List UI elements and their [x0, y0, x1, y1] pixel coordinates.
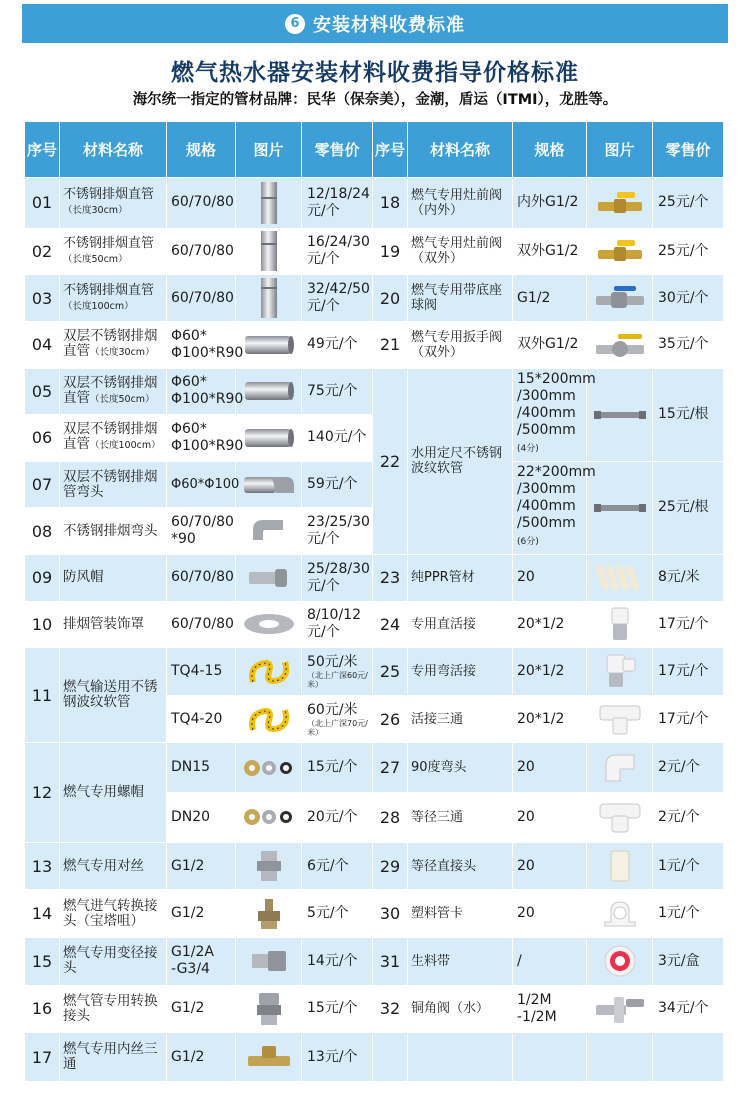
item-spec: G1/2 [167, 1033, 236, 1082]
item-name [408, 228, 513, 275]
item-price [302, 695, 373, 743]
item-spec-line: /400mm [517, 405, 576, 422]
lever-valve-icon [587, 321, 653, 368]
item-name [60, 275, 167, 322]
item-name: 90度弯头 [408, 743, 513, 793]
item-name-main-2: 直管 [63, 343, 90, 360]
item-spec-line: Φ60* [171, 420, 207, 437]
item-name: 专用弯活接 [408, 648, 513, 696]
item-no: 13 [25, 842, 60, 890]
straight-pipe-icon [236, 228, 302, 275]
table-row [25, 648, 724, 696]
item-spec-line: Φ100*R90 [171, 391, 244, 408]
item-price: 25元/个 [653, 228, 724, 275]
empty-cell [408, 1033, 513, 1082]
item-name: 燃气专用内丝三通 [60, 1033, 167, 1082]
item-price: 49元/个 [302, 321, 373, 368]
item-price-note: （北上广深70元/米） [307, 718, 368, 737]
tee-fitting-icon [587, 793, 653, 843]
item-name [60, 368, 167, 415]
item-price: 15元/个 [302, 985, 373, 1033]
elbow-fitting-icon [587, 743, 653, 793]
item-name-sub: （长度100cm） [63, 300, 134, 312]
tee-brass-icon [236, 1033, 302, 1082]
table-row [25, 178, 724, 229]
nipple-fitting-icon [236, 842, 302, 890]
table-row [25, 842, 724, 890]
item-name-sub: （长度30cm） [90, 347, 155, 359]
item-spec-line: -1/2M [517, 1008, 557, 1025]
item-name: 燃气专用带底座球阀 [408, 275, 513, 322]
item-name: 燃气专用变径接头 [60, 937, 167, 985]
item-price: 25元/根 [653, 461, 724, 554]
item-spec-line: /500mm [517, 515, 576, 532]
item-spec [513, 461, 596, 554]
item-price: 15元/根 [653, 368, 724, 461]
item-name [60, 228, 167, 275]
item-price: 25元/个 [653, 178, 724, 229]
item-price: 3元/盒 [653, 937, 724, 985]
item-name-main: 燃气专用扳手阀 [411, 329, 503, 345]
item-no: 15 [25, 937, 60, 985]
item-no: 16 [25, 985, 60, 1033]
col-pic: 图片 [587, 122, 653, 178]
item-spec: 20 [513, 890, 587, 938]
item-price: 13元/个 [302, 1033, 373, 1082]
item-name: 水用定尺不锈钢波纹软管 [408, 368, 513, 554]
item-spec: 20 [513, 842, 587, 890]
item-spec-line: Φ100*R90 [171, 344, 244, 361]
item-name: 不锈钢排烟弯头 [60, 508, 167, 555]
item-spec: 双外G1/2 [513, 321, 587, 368]
union-tee-icon [587, 695, 653, 743]
item-spec-line: -G3/4 [171, 961, 210, 978]
item-spec [513, 985, 587, 1033]
item-spec: 20*1/2 [513, 695, 587, 743]
item-price: 6元/个 [302, 842, 373, 890]
item-price: 30元/个 [653, 275, 724, 322]
item-no: 28 [373, 793, 408, 843]
item-name-sub: （长度100cm） [90, 440, 161, 452]
table-row [25, 890, 724, 938]
elbow-icon [236, 508, 302, 555]
col-name: 材料名称 [408, 122, 513, 178]
item-name-sub: （内外） [411, 202, 464, 218]
col-no: 序号 [25, 122, 60, 178]
item-spec: G1/2 [167, 985, 236, 1033]
item-spec: G1/2 [167, 842, 236, 890]
table-row [25, 228, 724, 275]
item-no: 04 [25, 321, 60, 368]
item-spec-line: /400mm [517, 498, 576, 515]
table-row [25, 321, 724, 368]
item-spec-line: (6分) [517, 537, 539, 548]
item-spec [167, 415, 244, 462]
item-price: 17元/个 [653, 695, 724, 743]
item-spec: G1/2 [167, 890, 236, 938]
gas-hose-icon [236, 648, 302, 696]
item-spec: DN20 [167, 793, 236, 843]
double-pipe-icon [236, 321, 302, 368]
item-price: 35元/个 [653, 321, 724, 368]
col-spec: 规格 [167, 122, 236, 178]
item-no: 21 [373, 321, 408, 368]
item-name-sub: （长度50cm） [63, 253, 128, 265]
item-spec: G1/2 [513, 275, 587, 322]
item-spec: 20*1/2 [513, 601, 587, 648]
item-price: 75元/个 [302, 368, 373, 415]
straight-pipe-icon [236, 178, 302, 229]
item-no: 19 [373, 228, 408, 275]
angle-valve-icon [587, 985, 653, 1033]
gas-hose-icon [236, 695, 302, 743]
brand-note: 海尔统一指定的管材品牌：民华（保奈美），金潮，盾运（ITMI），龙胜等。 [132, 92, 618, 108]
item-no: 17 [25, 1033, 60, 1082]
col-name: 材料名称 [60, 122, 167, 178]
nut-set-icon [236, 743, 302, 793]
flex-hose-icon [587, 368, 653, 461]
adapter-icon [236, 985, 302, 1033]
table-row [25, 368, 724, 415]
double-pipe-icon [236, 368, 302, 415]
item-price: 12/18/24元/个 [302, 178, 373, 229]
item-name: 燃气管专用转换接头 [60, 985, 167, 1033]
item-no: 32 [373, 985, 408, 1033]
item-name: 燃气进气转换接头（宝塔咀） [60, 890, 167, 938]
cover-ring-icon [236, 601, 302, 648]
wind-cap-icon [236, 554, 302, 601]
empty-cell [373, 1033, 408, 1082]
item-no: 29 [373, 842, 408, 890]
item-price: 16/24/30元/个 [302, 228, 373, 275]
item-name: 生料带 [408, 937, 513, 985]
item-name-main: 燃气专用灶前阀 [411, 187, 503, 203]
item-spec: 60/70/80 [167, 601, 236, 648]
table-row [25, 275, 724, 322]
item-name [60, 321, 167, 368]
item-name [408, 321, 513, 368]
item-spec [167, 368, 244, 415]
item-no: 30 [373, 890, 408, 938]
reducer-icon [236, 937, 302, 985]
item-spec-line: /300mm [517, 388, 576, 405]
gas-valve-icon [587, 228, 653, 275]
item-spec-line: G1/2A [171, 944, 214, 961]
coupling-icon [587, 842, 653, 890]
section-number-badge: 6 [285, 14, 305, 34]
item-spec: TQ4-15 [167, 648, 236, 696]
hose-barb-icon [236, 890, 302, 938]
item-name: 等径三通 [408, 793, 513, 843]
item-no: 06 [25, 415, 60, 462]
item-price: 8/10/12元/个 [302, 601, 373, 648]
item-spec: 内外G1/2 [513, 178, 587, 229]
item-no: 14 [25, 890, 60, 938]
elbow-union-icon [587, 648, 653, 696]
col-no: 序号 [373, 122, 408, 178]
item-no: 10 [25, 601, 60, 648]
item-spec: TQ4-20 [167, 695, 236, 743]
item-no: 20 [373, 275, 408, 322]
item-no: 25 [373, 648, 408, 696]
item-no: 18 [373, 178, 408, 229]
item-no: 01 [25, 178, 60, 229]
item-spec-line: 1/2M [517, 991, 552, 1008]
item-price: 23/25/30元/个 [302, 508, 373, 555]
item-name [408, 178, 513, 229]
item-spec [167, 508, 236, 555]
item-name-main: 燃气专用灶前阀 [411, 236, 503, 252]
nut-set-icon [236, 793, 302, 843]
item-price: 20元/个 [302, 793, 373, 843]
item-spec-line: 15*200mm [517, 371, 596, 388]
item-price: 8元/米 [653, 554, 724, 601]
item-price-main: 60元/米 [307, 701, 358, 718]
item-name: 燃气专用螺帽 [60, 743, 167, 842]
item-no: 09 [25, 554, 60, 601]
col-price: 零售价 [302, 122, 373, 178]
item-name: 防风帽 [60, 554, 167, 601]
union-icon [587, 601, 653, 648]
item-name-main: 双层不锈钢排烟 [63, 421, 158, 438]
item-name-sub: （双外） [411, 344, 464, 360]
item-no: 08 [25, 508, 60, 555]
item-price: 14元/个 [302, 937, 373, 985]
item-spec: 20 [513, 793, 587, 843]
item-name-main: 不锈钢排烟直管 [63, 282, 155, 298]
item-name: 燃气专用对丝 [60, 842, 167, 890]
empty-cell [513, 1033, 587, 1082]
item-spec: 20*1/2 [513, 648, 587, 696]
item-spec: Φ60*Φ100 [167, 461, 236, 508]
item-price: 25/28/30元/个 [302, 554, 373, 601]
ptfe-tape-icon [587, 937, 653, 985]
empty-cell [587, 1033, 653, 1082]
item-spec [167, 321, 244, 368]
ball-valve-icon [587, 275, 653, 322]
item-name: 活接三通 [408, 695, 513, 743]
item-price: 17元/个 [653, 648, 724, 696]
item-name: 排烟管装饰罩 [60, 601, 167, 648]
table-row [25, 937, 724, 985]
table-row [25, 601, 724, 648]
item-name [60, 415, 167, 462]
item-name-main-2: 直管 [63, 389, 90, 406]
item-name [60, 178, 167, 229]
item-price: 5元/个 [302, 890, 373, 938]
item-spec-line: /500mm [517, 422, 576, 439]
item-no: 23 [373, 554, 408, 601]
item-price: 1元/个 [653, 890, 724, 938]
item-spec: 60/70/80 [167, 275, 236, 322]
item-name: 专用直活接 [408, 601, 513, 648]
item-spec-line: Φ100*R90 [171, 437, 244, 454]
item-price [302, 648, 373, 696]
item-price: 1元/个 [653, 842, 724, 890]
item-spec [513, 368, 596, 461]
item-name-main: 不锈钢排烟直管 [63, 235, 155, 251]
item-name-main: 双层不锈钢排烟 [63, 328, 158, 345]
item-spec: 双外G1/2 [513, 228, 587, 275]
item-name: 双层不锈钢排烟管弯头 [60, 461, 167, 508]
item-spec: 20 [513, 743, 587, 793]
item-no: 26 [373, 695, 408, 743]
item-name: 塑料管卡 [408, 890, 513, 938]
gas-valve-icon [587, 178, 653, 229]
item-no: 12 [25, 743, 60, 842]
item-spec-line: 60/70/80 [171, 514, 234, 531]
item-no: 02 [25, 228, 60, 275]
col-spec: 规格 [513, 122, 587, 178]
item-no: 11 [25, 648, 60, 743]
section-title: 安装材料收费标准 [313, 14, 465, 36]
flex-hose-icon [587, 461, 653, 554]
double-pipe-icon [236, 415, 302, 462]
item-price: 59元/个 [302, 461, 373, 508]
item-no: 31 [373, 937, 408, 985]
section-banner [22, 4, 728, 43]
item-name-main: 不锈钢排烟直管 [63, 187, 155, 203]
page-title: 燃气热水器安装材料收费指导价格标准 [171, 60, 579, 86]
table-header-row [25, 122, 724, 178]
item-price-note: （北上广深60元/米） [307, 670, 368, 689]
item-spec-line: /300mm [517, 481, 576, 498]
item-spec-line: Φ60* [171, 327, 207, 344]
table-row [25, 554, 724, 601]
item-price: 32/42/50元/个 [302, 275, 373, 322]
item-no: 22 [373, 368, 408, 554]
item-no: 24 [373, 601, 408, 648]
item-name: 纯PPR管材 [408, 554, 513, 601]
item-no: 07 [25, 461, 60, 508]
straight-pipe-icon [236, 275, 302, 322]
item-spec: 60/70/80 [167, 178, 236, 229]
item-name: 燃气输送用不锈钢波纹软管 [60, 648, 167, 743]
empty-cell [653, 1033, 724, 1082]
table-row [25, 985, 724, 1033]
item-spec: DN15 [167, 743, 236, 793]
table-row [25, 1033, 724, 1082]
item-price: 2元/个 [653, 743, 724, 793]
pipe-clip-icon [587, 890, 653, 938]
item-name: 等径直接头 [408, 842, 513, 890]
item-spec: 60/70/80 [167, 554, 236, 601]
price-table [24, 121, 724, 1082]
item-price: 15元/个 [302, 743, 373, 793]
ppr-pipe-icon [587, 554, 653, 601]
item-price: 34元/个 [653, 985, 724, 1033]
item-spec: / [513, 937, 587, 985]
item-spec-line: 22*200mm [517, 464, 596, 481]
item-spec-line: (4分) [517, 444, 539, 455]
item-name-sub: （双外） [411, 251, 464, 267]
item-price: 2元/个 [653, 793, 724, 843]
item-name-main-2: 直管 [63, 436, 90, 453]
col-pic: 图片 [236, 122, 302, 178]
item-spec-line: *90 [171, 531, 196, 548]
item-price: 17元/个 [653, 601, 724, 648]
item-spec: 20 [513, 554, 587, 601]
item-spec-line: Φ60* [171, 374, 207, 391]
item-price: 140元/个 [302, 415, 373, 462]
item-spec: 60/70/80 [167, 228, 236, 275]
item-price-main: 50元/米 [307, 653, 358, 670]
item-name-sub: （长度50cm） [90, 393, 155, 405]
item-no: 05 [25, 368, 60, 415]
item-no: 03 [25, 275, 60, 322]
item-name-main: 双层不锈钢排烟 [63, 374, 158, 391]
table-row [25, 743, 724, 793]
item-name-sub: （长度30cm） [63, 205, 128, 217]
col-price: 零售价 [653, 122, 724, 178]
double-elbow-icon [236, 461, 302, 508]
item-name: 铜角阀（水） [408, 985, 513, 1033]
item-spec [167, 937, 236, 985]
item-no: 27 [373, 743, 408, 793]
